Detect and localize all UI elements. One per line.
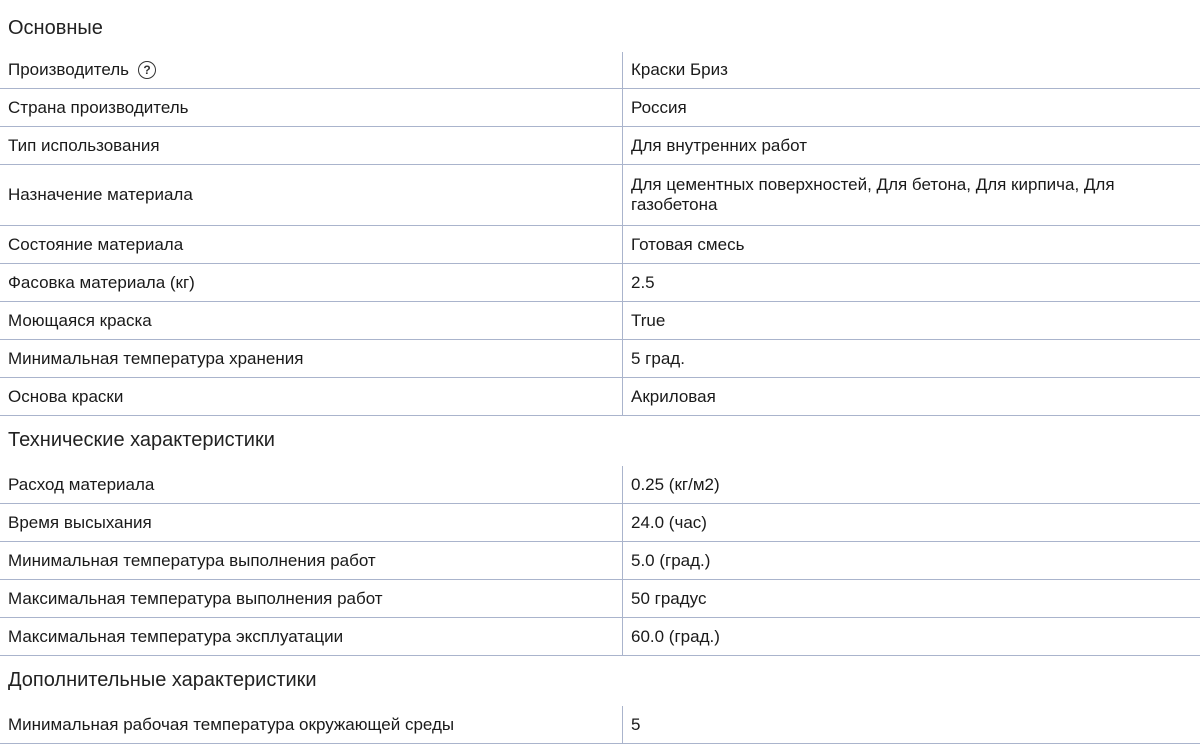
table-row: [0, 89, 1200, 127]
row-value: 5.0 (град.): [622, 542, 1200, 579]
row-value: True: [622, 302, 1200, 339]
row-value: 5 град.: [622, 340, 1200, 377]
spec-table-main: [0, 52, 1200, 416]
row-label: Состояние материала: [8, 234, 184, 254]
table-row: [0, 340, 1200, 378]
row-value: 24.0 (час): [622, 504, 1200, 541]
row-label: Производитель: [8, 60, 130, 79]
section-title-additional: Дополнительные характеристики: [8, 669, 317, 691]
row-label: Страна производитель: [8, 97, 189, 117]
row-label: Минимальная температура выполнения работ: [8, 550, 376, 570]
row-label: Максимальная температура эксплуатации: [8, 626, 344, 646]
table-row: [0, 618, 1200, 656]
row-value: Россия: [622, 89, 1200, 126]
row-label: Тип использования: [8, 135, 160, 155]
row-label: Расход материала: [8, 474, 155, 494]
row-value: 50 градус: [622, 580, 1200, 617]
row-value: 2.5: [622, 264, 1200, 301]
row-value: Акриловая: [622, 378, 1200, 415]
spec-table-additional: [0, 706, 1200, 744]
table-row: [0, 378, 1200, 416]
table-row: [0, 264, 1200, 302]
row-label-cell: [0, 52, 622, 88]
row-label: Минимальная рабочая температура окружающей среды: [8, 714, 455, 734]
row-value: Готовая смесь: [622, 226, 1200, 263]
row-label: Моющаяся краска: [8, 310, 152, 330]
table-row: [0, 52, 1200, 89]
spec-table-technical: [0, 466, 1200, 656]
table-row: [0, 302, 1200, 340]
table-row: [0, 706, 1200, 744]
row-label: Максимальная температура выполнения работ: [8, 588, 383, 608]
table-row: [0, 127, 1200, 165]
row-value: 5: [622, 706, 1200, 743]
row-label: Назначение материала: [8, 185, 193, 204]
table-row: [0, 466, 1200, 504]
table-row: [0, 226, 1200, 264]
row-value: 0.25 (кг/м2): [622, 466, 1200, 503]
row-label: Время высыхания: [8, 512, 152, 532]
table-row: [0, 542, 1200, 580]
question-circle-icon[interactable]: ?: [138, 61, 156, 79]
row-label: Минимальная температура хранения: [8, 348, 304, 368]
row-label: Фасовка материала (кг): [8, 272, 195, 292]
row-value: Краски Бриз: [622, 52, 1200, 88]
section-additional: [0, 656, 1200, 744]
table-row: [0, 165, 1200, 226]
row-label: Основа краски: [8, 386, 124, 406]
row-value: 60.0 (град.): [622, 618, 1200, 655]
section-title-technical: Технические характеристики: [8, 429, 275, 451]
table-row: [0, 504, 1200, 542]
section-title-main: Основные: [8, 17, 103, 39]
row-value: Для внутренних работ: [622, 127, 1200, 164]
row-value: Для цементных поверхностей, Для бетона, Для кирпича, Для газобетона: [622, 165, 1200, 225]
section-technical: [0, 416, 1200, 656]
table-row: [0, 580, 1200, 618]
